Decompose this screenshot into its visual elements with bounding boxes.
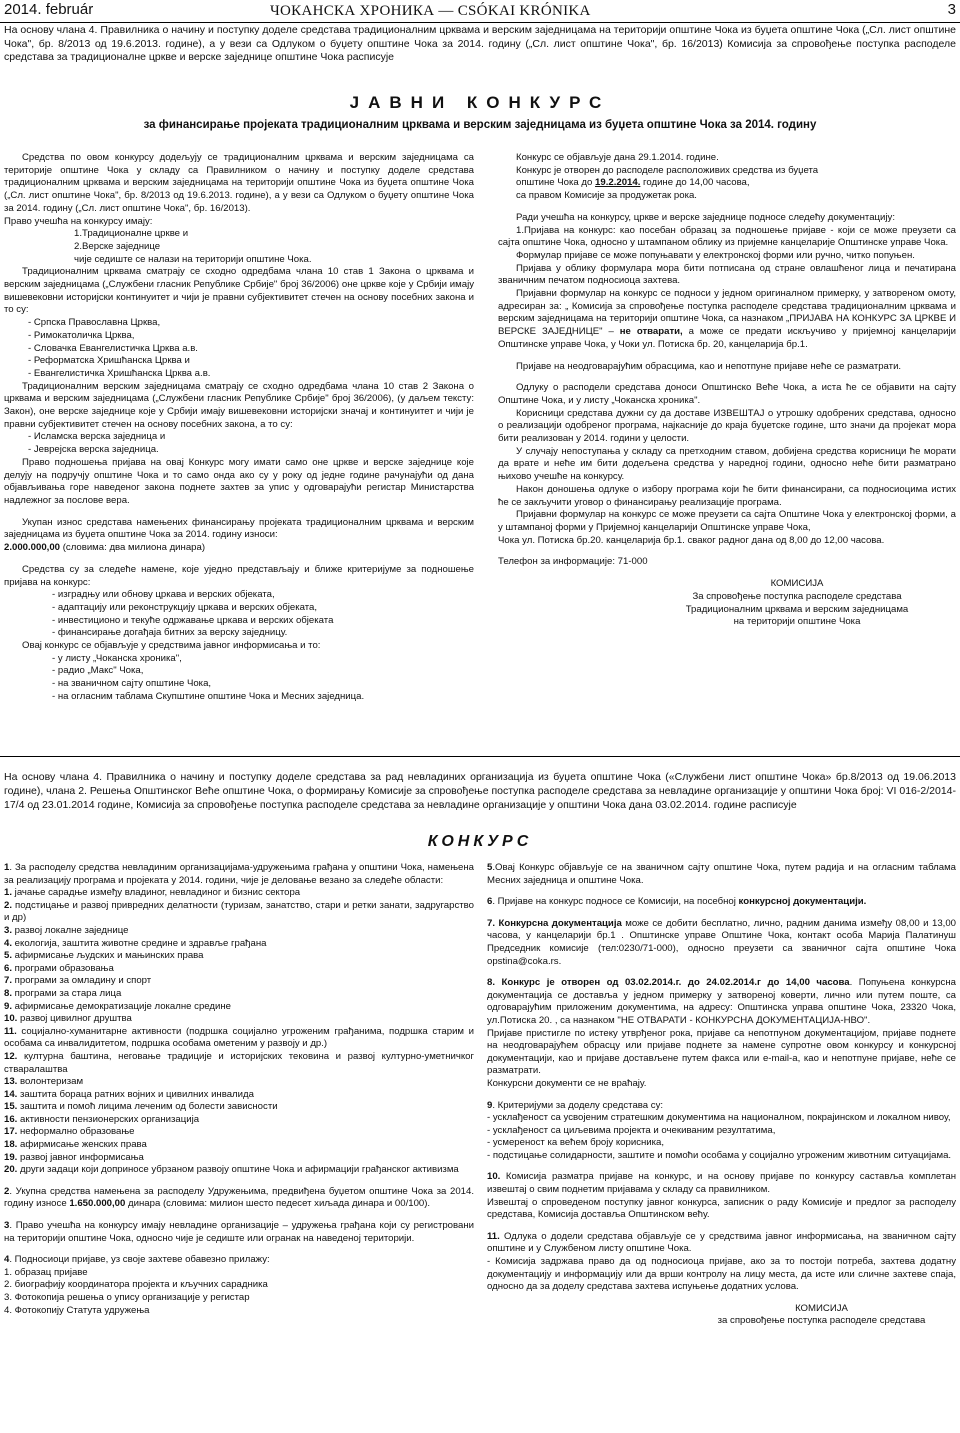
paragraph: 11. Одлука о додели средстава објављује се у средствима јавног информисања, на званичном сајту општине и у Службеном листу општине Чока. [487,1230,956,1255]
public-tender-heading: ЈАВНИ КОНКУРС [349,93,611,112]
list-item: - адаптацију или реконструкцију цркава и верских објеката, [52,601,318,613]
list-item: 6. програми образовања [4,962,114,974]
top-left-column [4,152,474,704]
list-item: 3. Фотокопија решења о упису организације у регистар [4,1292,250,1303]
list-item: 2. биографију координатора пројекта и кључних сарадника [4,1279,268,1291]
list-item: - изградњу или обнову цркава и верских објеката, [52,589,275,601]
bottom-intro: На основу члана 4. Правилника о начину и поступку доделе средстава за рад невладиних организација из буџета општине Чока («Службени лист општине Чока» бр.8/2013 од 19.06.2013 године), члана 2. Решења Општинског Веће општине Чока, о формирању Комисије за спровођење поступка расподеле средстава за невладине организације у општини Чока број: VI 016-2/2014-17/4 од 23.01.2014 године, Комисија за спровођење поступка расподеле средстава за невладине организације у општини Чока дана 03.02.2014. године расписује [4,771,956,811]
issue-date: 2014. február [4,1,94,18]
paragraph: Конкурс је отворен до расподеле расположивих средства из буџета [516,164,819,176]
list-item: - Словачка Евангелистичка Црква а.в. [28,342,198,354]
paragraph: 10. Комисија разматра пријаве на конкурс, и на основу пријаве по конкурсу саставља комплетан извештај о свим поднетим пријавама у складу са правилником. [487,1171,956,1196]
list-item: - усклађеност са циљевима пројекта и очекиваним резултатима, [487,1124,776,1136]
bottom-right-column [487,862,956,1328]
paragraph: 5.Овај Конкурс објављује се на званичном сајту општине Чока, путем радија и на огласним таблама Месних заједница и општине Чока. [487,862,956,886]
paragraph: Право подношења пријава на овај Конкурс могу имати само оне цркве и верске заједнице које делују на подручју општине Чока и то само онда ако су у року од једне године рачунајући од дана објављивања горе наведеног закона поднете захтев за упис у одговарајући регистар Министарства надлежног за послове вера. [4,456,474,506]
list-item: 11. социјално-хуманитарне активности (подршка социјално угроженим грађанима, подршка старим и особама са инвалидитетом, подршка особама ометеним у развоју и др.) [4,1025,474,1050]
list-item: 1. јачање сарадње између владиног, невладиног и бизнис сектора [4,887,301,899]
list-item: 4. екологија, заштита животне средине и здравље грађана [4,937,267,949]
paragraph: Овај конкурс се објављује у средствима јавног информисања и то: [22,640,321,652]
list-item: - Римокатоличка Црква, [28,329,135,341]
list-item: - радио „Макс" Чока, [52,665,144,677]
list-item: 18. афирмисање женских права [4,1139,147,1151]
signature-title: КОМИСИЈА [795,1302,848,1314]
list-item: 19. развој јавног информисања [4,1151,144,1163]
list-item: 3. развој локалне заједнице [4,924,129,936]
list-item: 15. заштита и помоћ лицима леченим од болести зависности [4,1101,278,1113]
paragraph: 3. Право учешћа на конкурсу имају невладине организације – удружења грађана који су регистровани на територији општине Чока, односно чије је седиште или огранак на наведеној територији. [4,1220,474,1244]
list-item: - на огласним таблама Скупштине општине Чока и Месних заједница. [52,690,365,702]
paragraph: У случају непоступања у складу са претходним ставом, добијена средства корисници ће морати да врате и неће им бити додељена средства у наредној години, односно неће бити разматрано њихово учешће на конкурсу. [498,445,956,483]
paragraph: Традиционалним црквама сматрају се сходно одредбама члана 10 став 1 Закона о црквама и верским заједницама („Службени гласник Републике Србије" број 36/2006) оне цркве које у Србији имају вишевековни историјски континуитет и чији је правни субјективитет стечен на основу посебних закона и то су: [4,266,474,316]
list-item: - инвестиционо и текуће одржавање цркава и верских објеката [52,614,334,626]
list-item: чије седиште се налази на територији општине Чока. [74,253,312,265]
paragraph: са правом Комисије за продужетак рока. [516,190,697,202]
list-item: 12. културна баштина, неговање традиције и историјских тековина и развој културно-уметничког стваралаштва [4,1050,474,1075]
list-item: 5. афирмисање људских и мањинских права [4,950,204,962]
list-item: 4. Фотокопију Статута удружења [4,1304,150,1316]
paragraph: 6. Пријаве на конкурс подносе се Комисији, на посебној конкурсној документацији. [487,896,867,908]
paragraph: 4. Подносиоци пријаве, уз своје захтеве обавезно прилажу: [4,1254,270,1266]
section-divider [0,756,960,757]
top-right-column [498,152,956,629]
paragraph: Формулар пријаве се може попуњавати у електронској форми или ручно, читко попуњен. [516,249,915,261]
list-item: 20. други задаци који доприносе убрзаном развоју општине Чока и афирмацији грађанског активизма [4,1164,459,1176]
list-item: - усмереност ка већем броју корисника, [487,1137,665,1149]
list-item: 1.Традиционалне цркве и [74,228,189,240]
paragraph: Традиционалним верским заједницама сматрају се сходно одредбама члана 10 став 2 Закона о црквама и верским заједницама („Службени гласник Републике Србије" број 36/2006), (у даљем тексту: Закон), оне верске заједнице које у Србији имају вишевековни историјски значај и континуитет и чији је правни субјективитет стечен на основу посебних закона, а то су: [4,380,474,430]
list-item: - подстицање солидарности, заштите и помоћи особама у социјално угроженим животним ситуацијама. [487,1149,952,1161]
paragraph: Одлуку о расподели средстава доноси Општинско Веће Чока, а иста ће се објавити на сајту Општине Чока, и у листу „Чоканска хроника". [498,382,956,406]
paragraph: Средства по овом конкурсу додељују се традиционалним црквама и верским заједницама са територије општине Чока у складу са Правилником о начину и поступку доделе средстава традиционалним црквама и верским заједницама на територији општине Чока из буџета општине Чока („Сл. лист општине Чока", бр. 8/2013 од 19.6.2013. године), а у вези са Одлуком о буџету општине Чока за 2014. годину („Сл. лист општине Чока", бр. 16/2013). [4,152,474,214]
paragraph: Пријавни формулар на конкурс се може преузети са сајта Општине Чока у електронској форми, а у штампаној форми у Пријемној канцеларији Општинске управе Чока, [498,509,956,533]
list-item: - Исламска верска заједница и [28,431,166,443]
paragraph: 1.Пријава на конкурс: као посебан образац за подношење пријаве - који се може преузети са сајта општине Чока, односно у штампаном облику из пријемне канцеларије Општинске управе Чока. [498,224,956,249]
paragraph: Корисници средстава дужни су да доставе ИЗВЕШТАЈ о утрошку одобрених средстава, односно о реализацији одобреног програма, најкасније до краја буџетске године, што значи да пројекат мора бити реализован у 2014. години у целости. [498,407,956,445]
paragraph: Након доношења одлуке о избору програма који ће бити финансирани, са подносиоцима истих ће се закључити уговор о финансирању реализације програма. [498,483,956,508]
list-item: 14. заштита бораца ратних војних и цивилних инвалида [4,1088,254,1100]
list-item: - Реформатска Хришћанска Црква и [28,355,190,367]
paragraph: Укупан износ средстава намењених финансирању пројеката традиционалним црквама и верским заједницама из буџета општине Чока за 2014. годину износи: [4,516,474,541]
deadline-date: 19.2.2014. [595,177,641,189]
paragraph: 2.000.000,00 (словима: два милиона динара) [4,542,206,554]
list-item: 17. неформално образовање [4,1126,135,1138]
list-item: - Српска Православна Црква, [28,317,161,329]
paragraph: Ради учешћа на конкурсу, цркве и верске заједнице подносе следећу документацију: [516,211,895,223]
list-item: - на званичном сајту општине Чока, [52,678,212,690]
list-item: 2. подстицање и развој привредних делатности (туризам, занатство, стари и ретки занати, задругарство и др) [4,899,474,924]
signature-line: Традиционалним црквама и верским заједницама [685,603,909,615]
list-item: 8. програми за стара лица [4,987,122,999]
paragraph: Чока ул. Потиска бр.20. канцеларија бр.1. сваког радног дана од 8,00 до 12,00 часова. [498,534,885,546]
paragraph: Конкурсни документи се не враћају. [487,1077,647,1089]
paragraph: Извештај о спроведеном поступку јавног конкурса, записник о раду Комисије и предлог за расподелу средстава, Комисија доставља Општинском већу. [487,1196,956,1221]
page-number: 3 [947,1,956,18]
paragraph: - Комисија задржава право да од подносиоца пријаве, ако за то постоји потреба, захтева додатну документацију и информацију или да врши контролу на лицу места, да исте или сличне захтеве спаја, односно да за доделу средстава захтева испуњење додатних услова. [487,1256,956,1293]
paragraph: општине Чока до 19.2.2014. године до 14,00 часова, [516,177,750,189]
list-item: - у листу „Чоканска хроника", [52,652,182,664]
tender-heading: КОНКУРС [427,833,533,850]
paragraph: 9. Критеријуми за доделу средстава су: [487,1099,664,1111]
list-item: 16. активности пензионерских организација [4,1113,200,1125]
signature-line: на територији општине Чока [733,616,861,628]
page-header [0,0,960,23]
list-item: - Евангелистичка Хришћанска Црква а.в. [28,367,211,379]
paragraph: Конкурс се објављује дана 29.1.2014. године. [516,152,719,163]
paragraph: 8. Конкурс је отворен од 03.02.2014.г. до 24.02.2014.г до 14,00 часова. Попуњена конкурсна документација се доставља у једном примерку у затвореној коверти, лично или путем поште, са одговарајућим приложеним документима, на адресу: Општинска управа општине Чока, 23320 Чока, ул.Потиска 20. , са назнаком "НЕ ОТВАРАТИ - КОНКУРСНА ДОКУМЕНТАЦИЈА-НВО". [487,977,956,1026]
list-item: 1. образац пријаве [4,1266,88,1278]
signature-line: За спровођење поступка расподеле средстава [692,590,902,602]
list-item: 13. волонтеризам [4,1076,84,1088]
paragraph: Пријава у облику формулара мора бити потписана од стране овлашћеног лица и печатирана званичним печатом подносиоца захтева. [498,262,956,287]
list-item: 7. програми за омладину и спорт [4,975,152,987]
bottom-left-column [4,862,474,1317]
paragraph: 2. Укупна средства намењена за расподелу Удружењима, предвиђена буџетом општине Чока за 2014. годину износе 1.650.000,00 динара (словима: милион шесто педесет хиљада динара и 00/100). [4,1185,474,1210]
paragraph: Пријаве пристигле по истеку утврђеног рока, пријаве са непотпуном документацијом, пријаве поднете на неодговарајућем обрасцу или пријаве поднете за намене супротне овом конкурсу и конкурсној документацији, као и пријаве достављене путем факса или е-mail-а, као и непотпуне пријаве, неће се разматрати. [487,1027,956,1077]
paragraph: 7. Конкурсна документација може се добити бесплатно, лично, радним данима између 08,00 и 13,00 часова, у канцеларији бр.1 . Општинске управе Општине Чока, контакт особа Марија Палатинуш Председник комисије (тел:0230/71-000), односно преузети са званичног сајта општине Чока opstina@coka.rs. [487,917,956,967]
list-item: - усклађеност са усвојеним стратешким документима на националном, покрајинском и локалном нивоу, [487,1112,951,1124]
phone-info: Телефон за информације: 71-000 [498,556,648,568]
signature-line: за спровођење поступка расподеле средстава [717,1315,926,1327]
paragraph: Средства су за следеће намене, које уједно представљају и ближе критеријуме за подношење пријава на конкурс: [4,563,474,588]
paragraph: Пријаве на неодговарајућим обрасцима, као и непотпуне пријаве неће се разматрати. [516,360,902,372]
newspaper-title: ЧОКАНСКА ХРОНИКА — CSÓKAI KRÓNIKA [270,3,591,19]
list-item: 2.Верске заједнице [74,240,161,252]
list-item: - Јеврејска верска заједница. [28,444,159,456]
list-item: - финансирање догађаја битних за верску заједницу. [52,627,288,639]
list-item: 9. афирмисање демократизације локалне средине [4,1000,232,1012]
paragraph: Пријавни формулар на конкурс се подноси у једном оригиналном примерку, у затвореном омоту, адресиран за: „ Комисија за спровођење поступка расподеле средстава традиционалним црквама и верским заједницама на територији општине Чока, са назнаком „ПРИЈАВА НА КОНКУРС ЗА ЦРКВЕ И ВЕРСКЕ ЗАЈЕДНИЦЕ" – не отварати, а може се предати искључиво у пријемној канцеларији Општинске управе Чока, у Чоки ул. Потиска бр. 20, канцеларија бр.1. [498,288,956,350]
top-intro: На основу члана 4. Правилника о начину и поступку доделе средстава традиционалним црквама и верским заједницама на територији општине Чока из буџета општине Чока („Сл. лист општине Чока", бр. 8/2013 од 19.6.2013. године), а у вези са Одлуком о буџету општине Чока за 2014. годину („Сл. лист општине Чока", бр. 16/2013) Комисија за спровођење поступка расподеле средстава за традиционалне цркве и верске заједнице општине Чока расписује [4,24,956,63]
paragraph: Право учешћа на конкурсу имају: [4,215,153,227]
list-item: 10. развој цивилног друштва [4,1013,132,1025]
ngo-total-amount: 1.650.000,00 [69,1198,126,1210]
public-tender-subheading: за финансирање пројеката традиционалним црквама и верским заједницама из буџета општине Чока за 2014. годину [143,119,817,131]
total-amount: 2.000.000,00 [4,542,61,554]
signature-title: КОМИСИЈА [770,578,824,590]
paragraph: 1. За расподелу средства невладиним организацијама-удружењима грађана у општини Чока, намењена за реализацију програма и пројеката у 2014. години, чије је деловање везано за следеће области: [4,862,474,886]
